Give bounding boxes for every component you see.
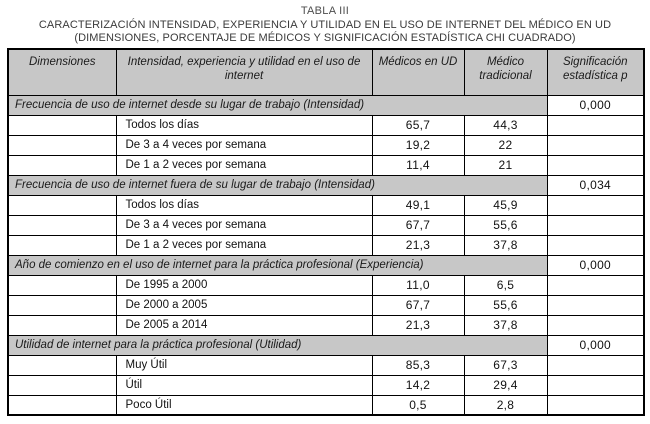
empty-p-cell [547,135,644,155]
category-cell: De 2000 a 2005 [116,295,372,315]
medico-tradicional-value: 44,3 [464,115,547,135]
data-row [8,155,644,175]
data-row [8,315,644,335]
data-row [8,295,644,315]
medicos-ud-value: 14,2 [372,375,464,395]
category-cell: Muy Útil [116,355,372,375]
col-header-dimensiones: Dimensiones [8,49,116,95]
category-cell: Todos los días [116,115,372,135]
empty-dimension-cell [8,375,116,395]
empty-dimension-cell [8,275,116,295]
col-header-medicos-en-ud: Médicos en UD [372,49,464,95]
medico-tradicional-value: 55,6 [464,295,547,315]
empty-dimension-cell [8,135,116,155]
section-header-row [8,335,644,355]
category-cell: Poco Útil [116,395,372,415]
col-header-intensidad-experiencia-utilidad: Intensidad, experiencia y utilidad en el uso de internet [116,49,372,95]
empty-dimension-cell [8,355,116,375]
medicos-ud-value: 67,7 [372,295,464,315]
medicos-ud-value: 0,5 [372,395,464,415]
data-row [8,135,644,155]
medico-tradicional-value: 67,3 [464,355,547,375]
medicos-ud-value: 67,7 [372,215,464,235]
empty-p-cell [547,275,644,295]
data-row [8,355,644,375]
empty-p-cell [547,315,644,335]
empty-dimension-cell [8,295,116,315]
section-header-row [8,95,644,115]
empty-dimension-cell [8,215,116,235]
medico-tradicional-value: 29,4 [464,375,547,395]
empty-dimension-cell [8,235,116,255]
medico-tradicional-value: 21 [464,155,547,175]
medicos-ud-value: 49,1 [372,195,464,215]
p-value: 0,000 [547,335,644,355]
medicos-ud-value: 11,4 [372,155,464,175]
medicos-ud-value: 85,3 [372,355,464,375]
dimension-cell: Frecuencia de uso de internet desde su lugar de trabajo (Intensidad) [8,95,547,115]
category-cell: Útil [116,375,372,395]
medico-tradicional-value: 2,8 [464,395,547,415]
medico-tradicional-value: 45,9 [464,195,547,215]
title-block [0,5,650,45]
table-number: TABLA III [300,5,350,17]
medico-tradicional-value: 37,8 [464,235,547,255]
medico-tradicional-value: 55,6 [464,215,547,235]
empty-dimension-cell [8,395,116,415]
data-row [8,215,644,235]
tabla-iii [7,48,645,416]
dimension-cell: Frecuencia de uso de internet fuera de su lugar de trabajo (Intensidad) [8,175,547,195]
dimension-cell: Año de comienzo en el uso de internet para la práctica profesional (Experiencia) [8,255,547,275]
empty-p-cell [547,235,644,255]
dimension-cell: Utilidad de internet para la práctica profesional (Utilidad) [8,335,547,355]
medicos-ud-value: 11,0 [372,275,464,295]
data-row [8,395,644,415]
medicos-ud-value: 65,7 [372,115,464,135]
col-header-medico-tradicional: Médico tradicional [464,49,547,95]
p-value: 0,034 [547,175,644,195]
category-cell: De 1 a 2 veces por semana [116,155,372,175]
medico-tradicional-value: 37,8 [464,315,547,335]
empty-dimension-cell [8,115,116,135]
empty-p-cell [547,195,644,215]
empty-p-cell [547,295,644,315]
category-cell: De 3 a 4 veces por semana [116,135,372,155]
category-cell: Todos los días [116,195,372,215]
category-cell: De 1995 a 2000 [116,275,372,295]
medicos-ud-value: 21,3 [372,235,464,255]
empty-dimension-cell [8,315,116,335]
data-row [8,195,644,215]
category-cell: De 3 a 4 veces por semana [116,215,372,235]
data-row [8,375,644,395]
medico-tradicional-value: 22 [464,135,547,155]
table-caption: CARACTERIZACIÓN INTENSIDAD, EXPERIENCIA Y UTILIDAD EN EL USO DE INTERNET DEL MÉDICO EN UD (DIMENSIONES, PORCENTAJE DE MÉDICOS Y SIGNIFICACIÓN ESTADÍSTICA CHI CUADRADO) [38,19,612,44]
p-value: 0,000 [547,255,644,275]
section-header-row [8,255,644,275]
empty-p-cell [547,395,644,415]
data-row [8,235,644,255]
medicos-ud-value: 19,2 [372,135,464,155]
medicos-ud-value: 21,3 [372,315,464,335]
empty-p-cell [547,375,644,395]
empty-p-cell [547,155,644,175]
data-row [8,275,644,295]
section-header-row [8,175,644,195]
col-header-significacion-estadistica: Significación estadística p [547,49,644,95]
empty-dimension-cell [8,155,116,175]
category-cell: De 2005 a 2014 [116,315,372,335]
empty-p-cell [547,115,644,135]
medico-tradicional-value: 6,5 [464,275,547,295]
p-value: 0,000 [547,95,644,115]
header-row [8,49,644,95]
empty-p-cell [547,355,644,375]
empty-dimension-cell [8,195,116,215]
category-cell: De 1 a 2 veces por semana [116,235,372,255]
empty-p-cell [547,215,644,235]
data-row [8,115,644,135]
